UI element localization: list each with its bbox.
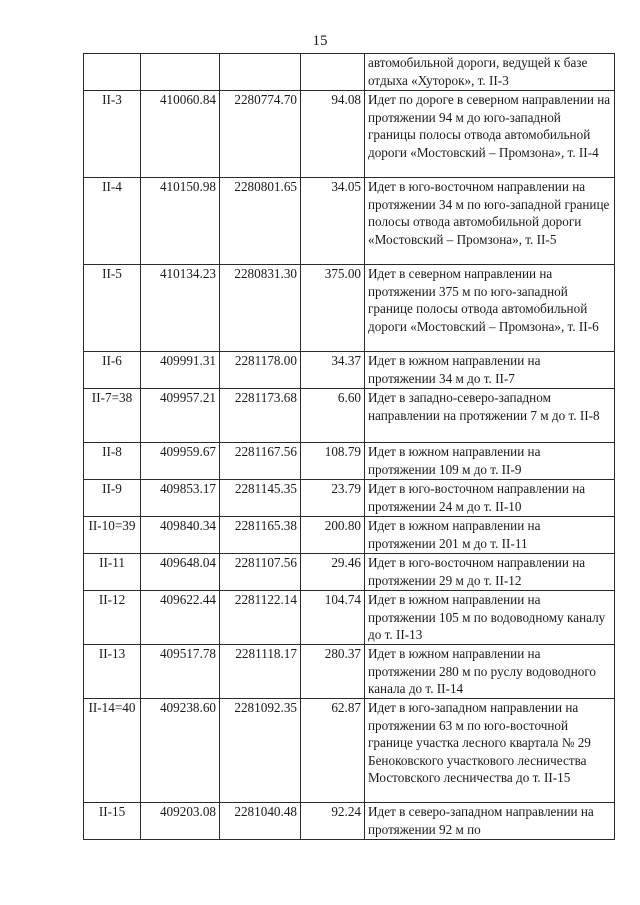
table-row — [84, 91, 615, 178]
x-coordinate-cell: 409203.08 — [141, 803, 220, 840]
y-coordinate-cell: 2281145.35 — [220, 480, 301, 517]
y-coordinate-cell: 2281173.68 — [220, 389, 301, 443]
point-id-cell: II-7=38 — [84, 389, 141, 443]
y-coordinate-cell: 2281107.56 — [220, 554, 301, 591]
description-cell: Идет в северном направлении на протяжении 375 м по юго-западной границе полосы отвода автомобильной дороги «Мостовский – Промзона», т. II-6 — [365, 265, 615, 352]
length-cell: 29.46 — [301, 554, 365, 591]
table-row — [84, 178, 615, 265]
length-cell: 108.79 — [301, 443, 365, 480]
x-coordinate-cell: 409959.67 — [141, 443, 220, 480]
length-cell: 34.05 — [301, 178, 365, 265]
x-coordinate-cell: 409991.31 — [141, 352, 220, 389]
y-coordinate-cell — [220, 54, 301, 91]
point-id-cell: II-6 — [84, 352, 141, 389]
y-coordinate-cell: 2281165.38 — [220, 517, 301, 554]
y-coordinate-cell: 2281118.17 — [220, 645, 301, 699]
point-id-cell: II-5 — [84, 265, 141, 352]
length-cell: 62.87 — [301, 699, 365, 803]
x-coordinate-cell: 409648.04 — [141, 554, 220, 591]
description-cell: Идет в юго-восточном направлении на протяжении 29 м до т. II-12 — [365, 554, 615, 591]
x-coordinate-cell: 409957.21 — [141, 389, 220, 443]
x-coordinate-cell: 409238.60 — [141, 699, 220, 803]
y-coordinate-cell: 2280831.30 — [220, 265, 301, 352]
point-id-cell: II-14=40 — [84, 699, 141, 803]
table-row — [84, 517, 615, 554]
description-cell: Идет в северо-западном направлении на протяжении 92 м по — [365, 803, 615, 840]
x-coordinate-cell: 409853.17 — [141, 480, 220, 517]
description-cell: Идет в западно-северо-западном направлении на протяжении 7 м до т. II-8 — [365, 389, 615, 443]
point-id-cell: II-15 — [84, 803, 141, 840]
length-cell: 34.37 — [301, 352, 365, 389]
length-cell: 200.80 — [301, 517, 365, 554]
table-row — [84, 265, 615, 352]
description-cell: Идет в юго-восточном направлении на протяжении 24 м до т. II-10 — [365, 480, 615, 517]
x-coordinate-cell: 410134.23 — [141, 265, 220, 352]
length-cell: 104.74 — [301, 591, 365, 645]
point-id-cell: II-3 — [84, 91, 141, 178]
x-coordinate-cell: 409517.78 — [141, 645, 220, 699]
description-cell: Идет в юго-восточном направлении на протяжении 34 м по юго-западной границе полосы отвода автомобильной дороги «Мостовский – Промзона», т. II-5 — [365, 178, 615, 265]
table-row — [84, 554, 615, 591]
table-row — [84, 54, 615, 91]
table-row — [84, 699, 615, 803]
y-coordinate-cell: 2281178.00 — [220, 352, 301, 389]
length-cell: 92.24 — [301, 803, 365, 840]
description-cell: Идет в южном направлении на протяжении 201 м до т. II-11 — [365, 517, 615, 554]
description-cell: Идет в южном направлении на протяжении 105 м по водоводному каналу до т. II-13 — [365, 591, 615, 645]
table-row — [84, 443, 615, 480]
point-id-cell: II-13 — [84, 645, 141, 699]
length-cell: 375.00 — [301, 265, 365, 352]
description-cell: Идет в южном направлении на протяжении 280 м по руслу водоводного канала до т. II-14 — [365, 645, 615, 699]
y-coordinate-cell: 2280801.65 — [220, 178, 301, 265]
table-row — [84, 591, 615, 645]
y-coordinate-cell: 2281092.35 — [220, 699, 301, 803]
point-id-cell: II-9 — [84, 480, 141, 517]
point-id-cell: II-11 — [84, 554, 141, 591]
x-coordinate-cell — [141, 54, 220, 91]
description-cell: Идет в юго-западном направлении на протяжении 63 м по юго-восточной границе участка лесного квартала № 29 Беноковского участкового лесничества Мостовского лесничества до т. II-15 — [365, 699, 615, 803]
table-row — [84, 645, 615, 699]
length-cell — [301, 54, 365, 91]
table-row — [84, 352, 615, 389]
x-coordinate-cell: 409622.44 — [141, 591, 220, 645]
point-id-cell: II-12 — [84, 591, 141, 645]
point-id-cell: II-10=39 — [84, 517, 141, 554]
point-id-cell — [84, 54, 141, 91]
table-row — [84, 389, 615, 443]
boundary-coordinates-table — [83, 53, 615, 840]
length-cell: 6.60 — [301, 389, 365, 443]
y-coordinate-cell: 2281167.56 — [220, 443, 301, 480]
length-cell: 23.79 — [301, 480, 365, 517]
description-cell: автомобильной дороги, ведущей к базе отдыха «Хуторок», т. II-3 — [365, 54, 615, 91]
point-id-cell: II-4 — [84, 178, 141, 265]
y-coordinate-cell: 2281122.14 — [220, 591, 301, 645]
length-cell: 94.08 — [301, 91, 365, 178]
y-coordinate-cell: 2280774.70 — [220, 91, 301, 178]
description-cell: Идет по дороге в северном направлении на протяжении 94 м до юго-западной границы полосы отвода автомобильной дороги «Мостовский – Промзона», т. II-4 — [365, 91, 615, 178]
point-id-cell: II-8 — [84, 443, 141, 480]
x-coordinate-cell: 409840.34 — [141, 517, 220, 554]
table-row — [84, 803, 615, 840]
table-row — [84, 480, 615, 517]
description-cell: Идет в южном направлении на протяжении 109 м до т. II-9 — [365, 443, 615, 480]
length-cell: 280.37 — [301, 645, 365, 699]
description-cell: Идет в южном направлении на протяжении 34 м до т. II-7 — [365, 352, 615, 389]
page-number: 15 — [312, 33, 328, 49]
x-coordinate-cell: 410150.98 — [141, 178, 220, 265]
y-coordinate-cell: 2281040.48 — [220, 803, 301, 840]
x-coordinate-cell: 410060.84 — [141, 91, 220, 178]
